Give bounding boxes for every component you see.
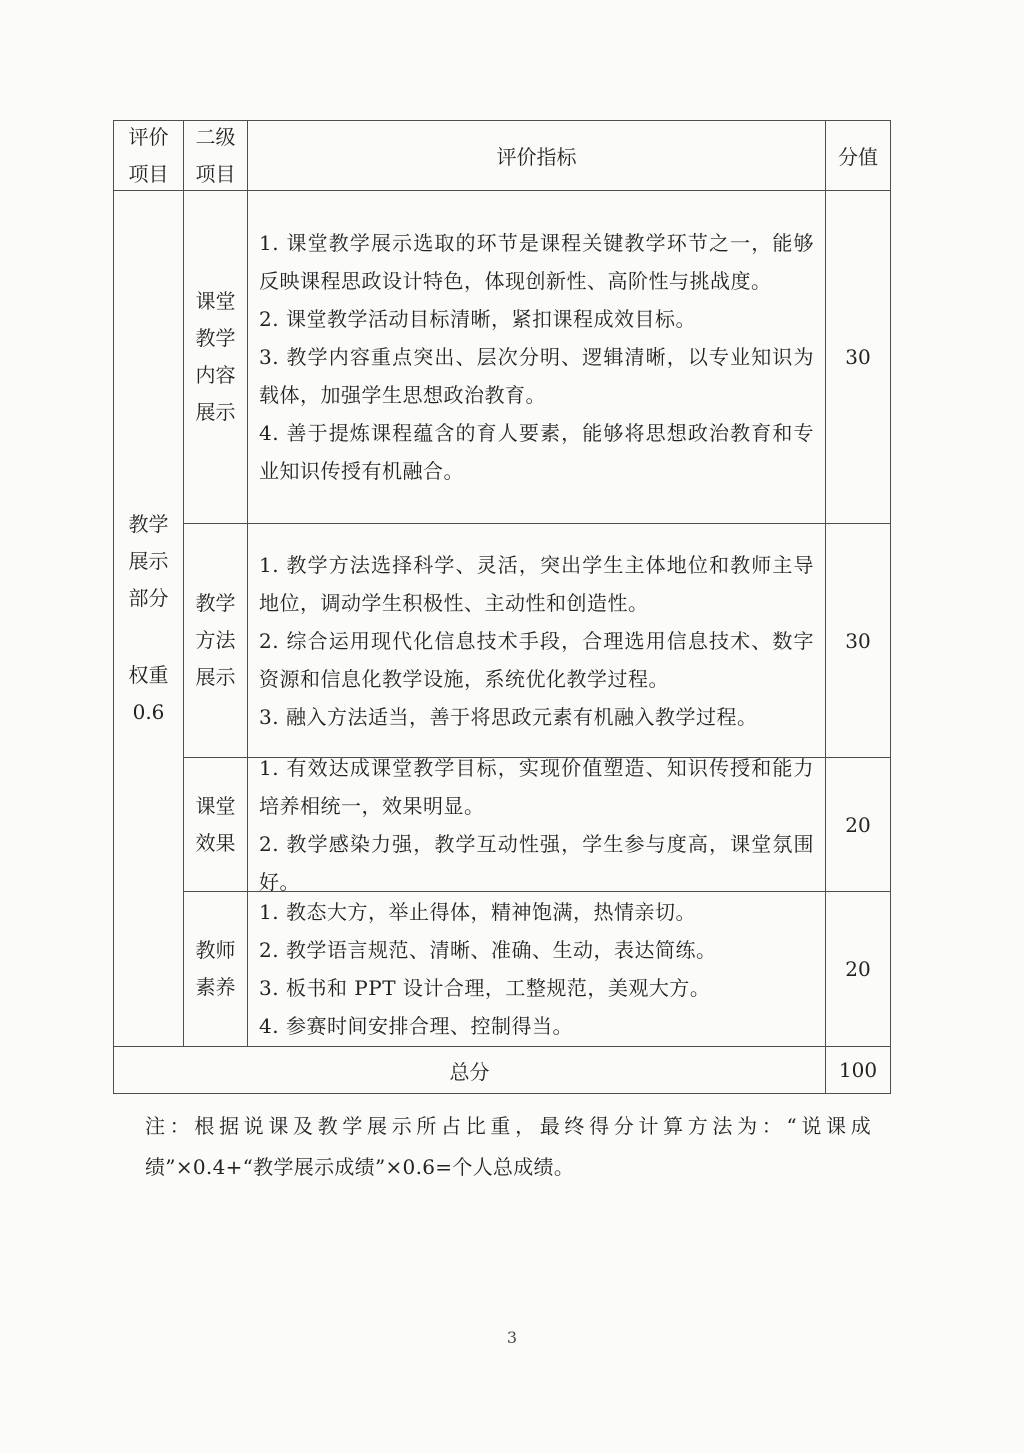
indicator-line: 1. 教态大方，举止得体，精神饱满，热情亲切。 <box>259 900 696 924</box>
secondary-item-classroom-content <box>184 191 248 524</box>
indicator-line: 4. 参赛时间安排合理、控制得当。 <box>259 1014 573 1038</box>
indicator-cell-classroom-effect <box>248 755 826 894</box>
header-indicator <box>248 121 826 191</box>
header-score <box>826 121 891 191</box>
score-value: 30 <box>845 345 871 369</box>
indicator-line: 2. 教学语言规范、清晰、准确、生动，表达简练。 <box>259 938 717 962</box>
secondary-item-teaching-method <box>184 524 248 758</box>
secondary-item-label: 教师素养 <box>195 938 236 999</box>
category-weight-label: 权重 <box>128 663 169 687</box>
secondary-item-classroom-effect <box>184 758 248 892</box>
secondary-item-label: 课堂教学内容展示 <box>195 289 236 424</box>
header-secondary-item <box>184 121 248 191</box>
score-value: 20 <box>845 957 871 981</box>
indicator-cell-teacher-quality <box>248 892 826 1047</box>
indicator-line: 1. 有效达成课堂教学目标，实现价值塑造、知识传授和能力培养相统一，效果明显。 <box>259 755 814 818</box>
total-label: 总分 <box>449 1059 490 1084</box>
header-secondary-item-label: 二级项目 <box>195 124 236 186</box>
header-evaluation-item <box>114 121 184 191</box>
indicator-line: 2. 综合运用现代化信息技术手段，合理选用信息技术、数字资源和信息化教学设施，系统优化教学过程。 <box>259 628 814 691</box>
secondary-item-label: 教学方法展示 <box>195 591 236 689</box>
header-evaluation-item-label: 评价项目 <box>128 124 169 186</box>
category-weight-value: 0.6 <box>132 700 165 724</box>
indicator-line: 1. 教学方法选择科学、灵活，突出学生主体地位和教师主导地位，调动学生积极性、主动性和创造性。 <box>259 552 814 615</box>
indicator-cell-classroom-content <box>248 191 826 524</box>
total-label-cell <box>114 1047 826 1094</box>
note-text: 注：根据说课及教学展示所占比重，最终得分计算方法为：“说课成绩”×0.4+“教学展示成绩”×0.6=个人总成绩。 <box>145 1114 871 1179</box>
indicator-line: 4. 善于提炼课程蕴含的育人要素，能够将思想政治教育和专业知识传授有机融合。 <box>259 421 814 483</box>
score-value: 20 <box>845 812 871 837</box>
header-score-label: 分值 <box>838 145 878 169</box>
score-cell-classroom-effect <box>826 758 891 892</box>
indicator-line: 3. 教学内容重点突出、层次分明、逻辑清晰，以专业知识为载体，加强学生思想政治教育。 <box>259 345 814 407</box>
indicator-line: 2. 教学感染力强，教学互动性强，学生参与度高，课堂氛围好。 <box>259 831 814 894</box>
score-cell-classroom-content <box>826 191 891 524</box>
page-number: 3 <box>506 1328 518 1347</box>
total-score-value: 100 <box>838 1058 878 1082</box>
secondary-item-label: 课堂效果 <box>195 793 236 855</box>
indicator-line: 3. 板书和 PPT 设计合理，工整规范，美观大方。 <box>259 976 711 1000</box>
category-name: 教学展示部分 <box>128 512 169 610</box>
indicator-line: 3. 融入方法适当，善于将思政元素有机融入教学过程。 <box>259 704 758 729</box>
category-cell <box>114 191 184 1047</box>
indicator-cell-teaching-method <box>248 524 826 758</box>
header-indicator-label: 评价指标 <box>496 145 577 169</box>
evaluation-rubric-table <box>113 120 891 1094</box>
indicator-line: 2. 课堂教学活动目标清晰，紧扣课程成效目标。 <box>259 307 696 331</box>
indicator-line: 1. 课堂教学展示选取的环节是课程关键教学环节之一，能够反映课程思政设计特色，体现创新性、高阶性与挑战度。 <box>259 231 814 293</box>
total-score-cell <box>826 1047 891 1094</box>
score-value: 30 <box>845 628 871 653</box>
score-cell-teacher-quality <box>826 892 891 1047</box>
secondary-item-teacher-quality <box>184 892 248 1047</box>
score-cell-teaching-method <box>826 524 891 758</box>
